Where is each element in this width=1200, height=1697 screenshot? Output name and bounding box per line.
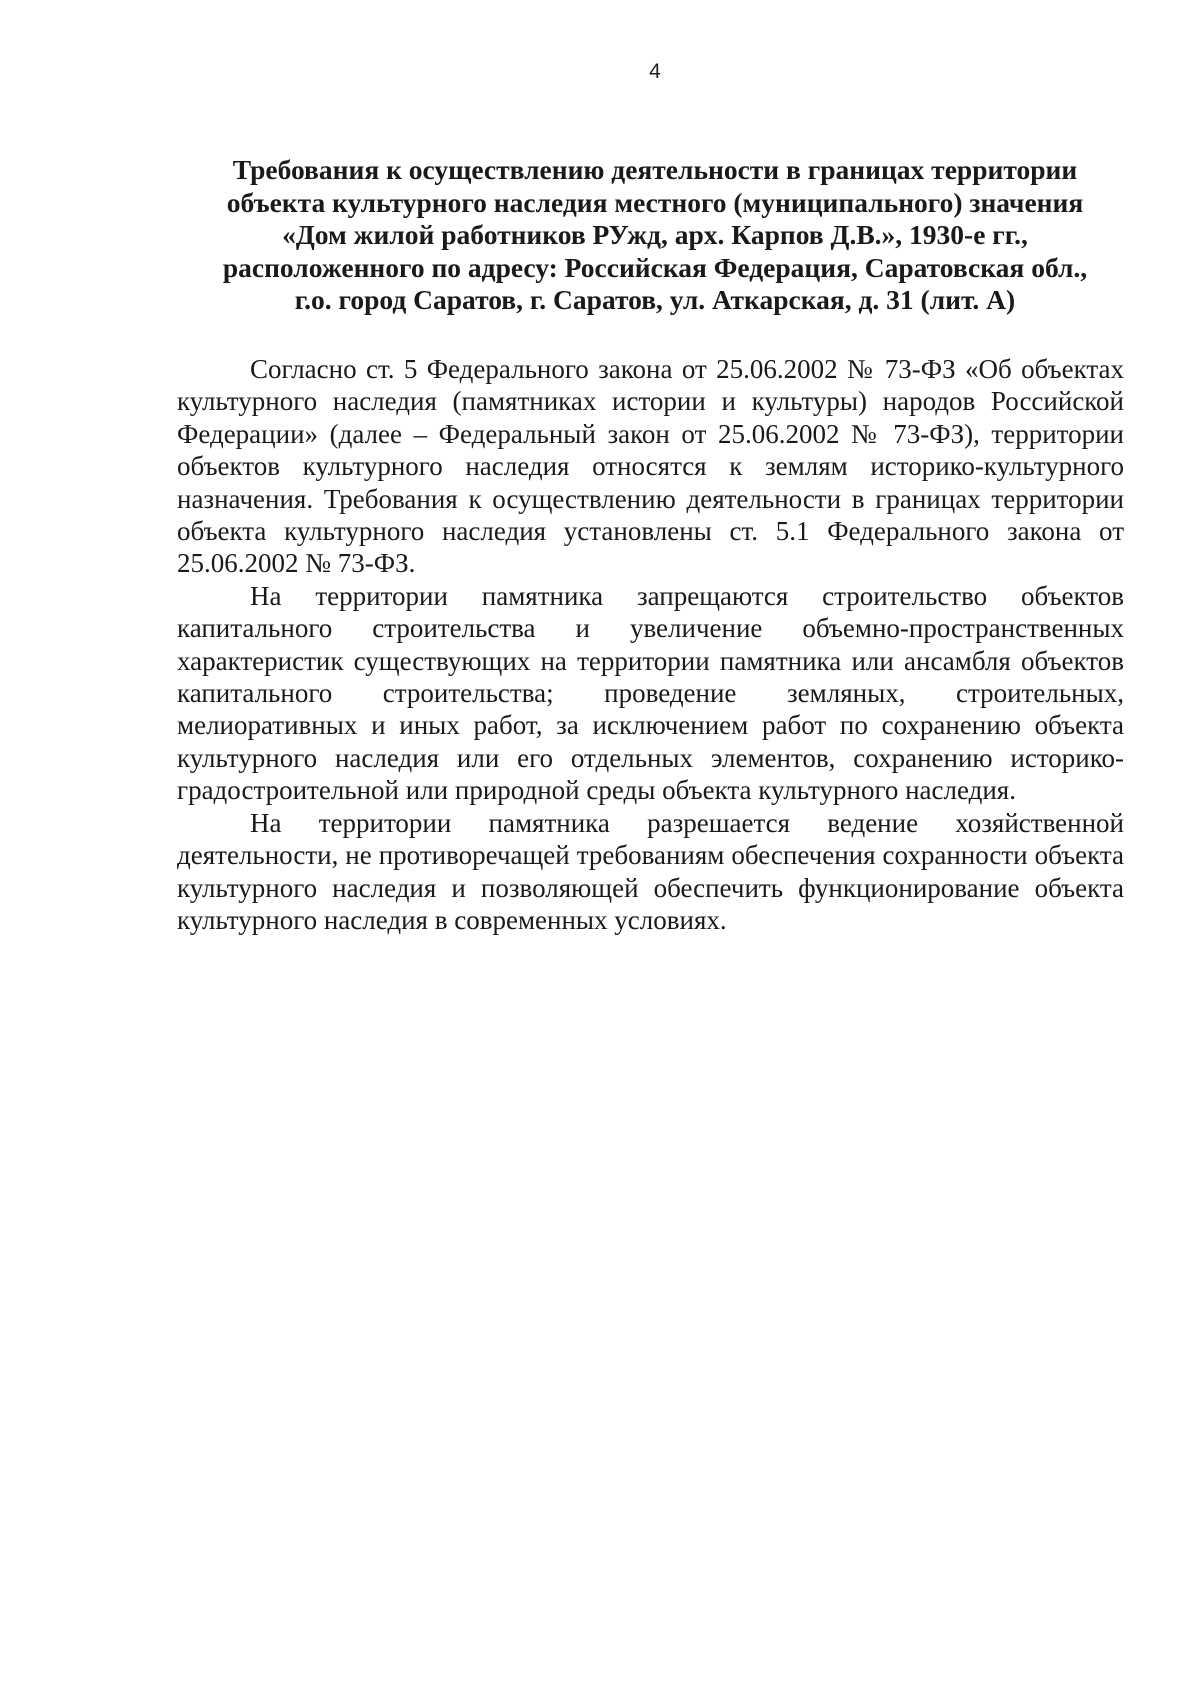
heading-line: Требования к осуществлению деятельности в границах территории	[232, 154, 1078, 185]
document-heading	[130, 154, 1180, 317]
body-paragraph: На территории памятника разрешается ведение хозяйственной деятельности, не противоречащей требованиям обеспечения сохранности объекта культурного наследия и позволяющей обеспечить функционирование объекта культурного наследия в современных условиях.	[177, 807, 1124, 935]
heading-line: объекта культурного наследия местного (муниципального) значения	[226, 186, 1084, 218]
heading-line: г.о. город Саратов, г. Саратов, ул. Аткарская, д. 31 (лит. А)	[294, 284, 1016, 315]
heading-line: расположенного по адресу: Российская Федерация, Саратовская обл.,	[222, 251, 1088, 283]
document-body	[177, 353, 1124, 936]
body-paragraph: Согласно ст. 5 Федерального закона от 25.06.2002 № 73-ФЗ «Об объектах культурного наследия (памятниках истории и культуры) народов Российской Федерации» (далее – Федеральный закон от 25.06.2002 № 73-ФЗ), территории объектов культурного наследия относятся к землям историко-культурного назначения. Требования к осуществлению деятельности в границах территории объекта культурного наследия установлены ст. 5.1 Федерального закона от 25.06.2002 № 73-ФЗ.	[177, 354, 1124, 579]
body-paragraph: На территории памятника запрещаются строительство объектов капитального строительства и увеличение объемно-пространственных характеристик существующих на территории памятника или ансамбля объектов капитального строительства; проведение земляных, строительных, мелиоративных и иных работ, за исключением работ по сохранению объекта культурного наследия или его отдельных элементов, сохранению историко-градостроительной или природной среды объекта культурного наследия.	[177, 580, 1124, 806]
page-number: 4	[649, 60, 661, 83]
heading-line: «Дом жилой работников РУжд, арх. Карпов Д.В.», 1930-е гг.,	[282, 219, 1028, 250]
